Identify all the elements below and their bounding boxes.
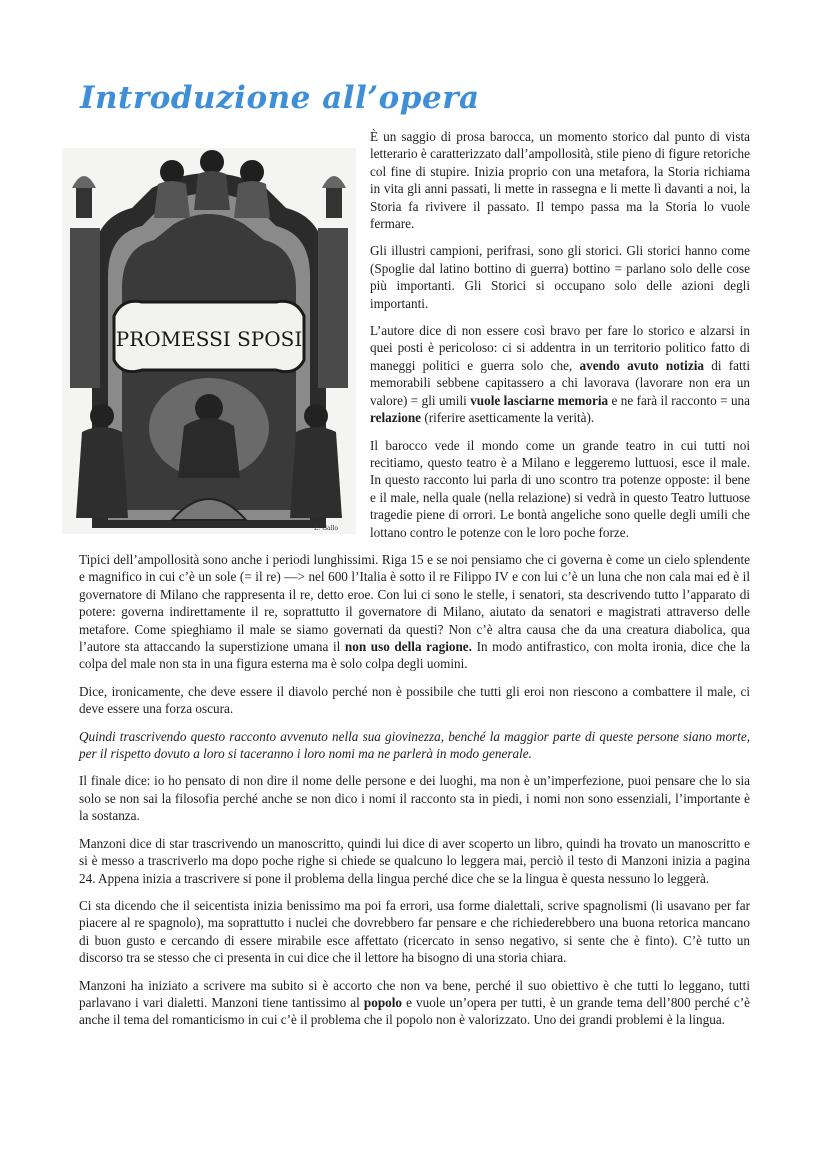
main-column (79, 551, 750, 1039)
right-column (370, 128, 750, 551)
page-title: Introduzione all’opera (80, 80, 480, 116)
paragraph: Tipici dell’ampollosità sono anche i periodi lunghissimi. Riga 15 e se noi pensiamo che ci governa è come un cielo splendente e magnifico in cui c’è un sole (= il re) —> nel 600 l’Italia è sotto il re Filippo IV e con lui c’è un luna che non cala mai ed è il governatore di Milano che rappresenta il re, detto eroe. Con lui ci sono le stelle, i senatori, sta descrivendo tutto l’apparato di potere: governa indirettamente il re, soprattutto il governatore di Milano, aiutato da senatori e magistrati attraverso delle metafore. Come spieghiamo il male se siamo governati da questi? Non c’è altra causa che da una creatura diabolica, qua l’autore sta attaccando la superstizione umana il non uso della ragione. In modo antifrastico, con molta ironia, dice che la colpa del male non sta in una figura esterna ma è solo colpa degli uomini. (79, 552, 751, 672)
paragraph: Manzoni ha iniziato a scrivere ma subito si è accorto che non va bene, perché il suo obiettivo è che tutti lo leggano, tutti parlavano i vari dialetti. Manzoni tiene tantissimo al popolo e vuole un’opera per tutti, è un grande tema dell’800 perché c’è anche il tema del romanticismo in cui c’è il problema che il popolo non è valorizzato. Uno dei grandi problemi è la lingua. (79, 977, 750, 1028)
paragraph: L’autore dice di non essere così bravo per fare lo storico e alzarsi in quei posti è pericoloso: ci si addentra in un territorio politico fatto di maneggi politici e guerra solo che, avendo avuto notizia di fatti memorabili sebbene capitassero a chi lavorava (lavorare non era un valore) = gli umili vuole lasciarne memoria e ne farà il racconto = una relazione (riferire asetticamente la verità). (370, 323, 751, 426)
paragraph: Ci sta dicendo che il seicentista inizia benissimo ma poi fa errori, usa forme dialettali, scrive spagnolismi (li usavano per far piacere al re spagnolo), ma soprattutto i nuclei che dovrebbero far pensare e che richiederebbero una buona retorica mancano di buon gusto e cercando di essere mirabile esce affettato (ricercato in senso negativo, si sente che è finto). C’è tutto un discorso tra se stesso che ci presenta in cui dice che il lettore ha bisogno di una storia chiara. (79, 897, 750, 966)
paragraph: È un saggio di prosa barocca, un momento storico dal punto di vista letterario è caratterizzato dall’ampollosità, stile pieno di figure retoriche col fine di stupire. Inizia proprio con una metafora, la Storia richiama in vita gli anni passati, li mette in rassegna e li mette lì davanti a noi, la Storia fa rivivere il passato. Il tempo passa ma la Storia lo vuole fermare. (370, 129, 750, 232)
paragraph: Il barocco vede il mondo come un grande teatro in cui tutti noi recitiamo, questo teatro è a Milano e leggeremo luttuosi, esce il male. In questo racconto lui parla di uno scontro tra potenze opposte: il bene e il male, nella quale (nella relazione) si vedrà in questo Teatro luttuose tragedie piene di orrori. Le bontà angeliche sono quelle degli umili che lottano contro le potenze con le loro poche forze. (370, 437, 750, 540)
illustration-signature: E. Gallo (314, 525, 339, 532)
paragraph: Il finale dice: io ho pensato di non dire il nome delle persone e dei luoghi, ma non è un’imperfezione, puoi pensare che lo sia solo se non sai la filosofia perché anche se non dico i nomi il racconto sta in piedi, i nomi non sono essenziali, l’importante è la sostanza. (79, 773, 750, 824)
banner-title: PROMESSI SPOSI (115, 327, 303, 351)
paragraph: Dice, ironicamente, che deve essere il diavolo perché non è possibile che tutti gli eroi non riescono a combattere il male, ci deve essere una forza oscura. (79, 683, 750, 717)
italic-paragraph: Quindi trascrivendo questo racconto avvenuto nella sua giovinezza, benché la maggior parte di queste persone siano morte, per il rispetto dovuto a loro si taceranno i loro nomi ma ne parlerà in modo generale. (79, 728, 750, 762)
paragraph: Manzoni dice di star trascrivendo un manoscritto, quindi lui dice di aver scoperto un libro, quindi ha trovato un manoscritto e si è messo a trascriverlo ma dopo poche righe si chiede se qualcuno lo leggera mai, perciò il testo di Manzoni inizia a pagina 24. Appena inizia a trascrivere si pone il problema della lingua perché dice che se la lingua è questa nessuno lo leggerà. (79, 835, 750, 886)
book-cover-illustration (62, 148, 356, 534)
paragraph: Gli illustri campioni, perifrasi, sono gli storici. Gli storici hanno come (Spoglie dal latino bottino di guerra) bottino = parlano solo delle cose più importanti. Gli Storici si occupano solo delle azioni degli importanti. (370, 243, 750, 311)
